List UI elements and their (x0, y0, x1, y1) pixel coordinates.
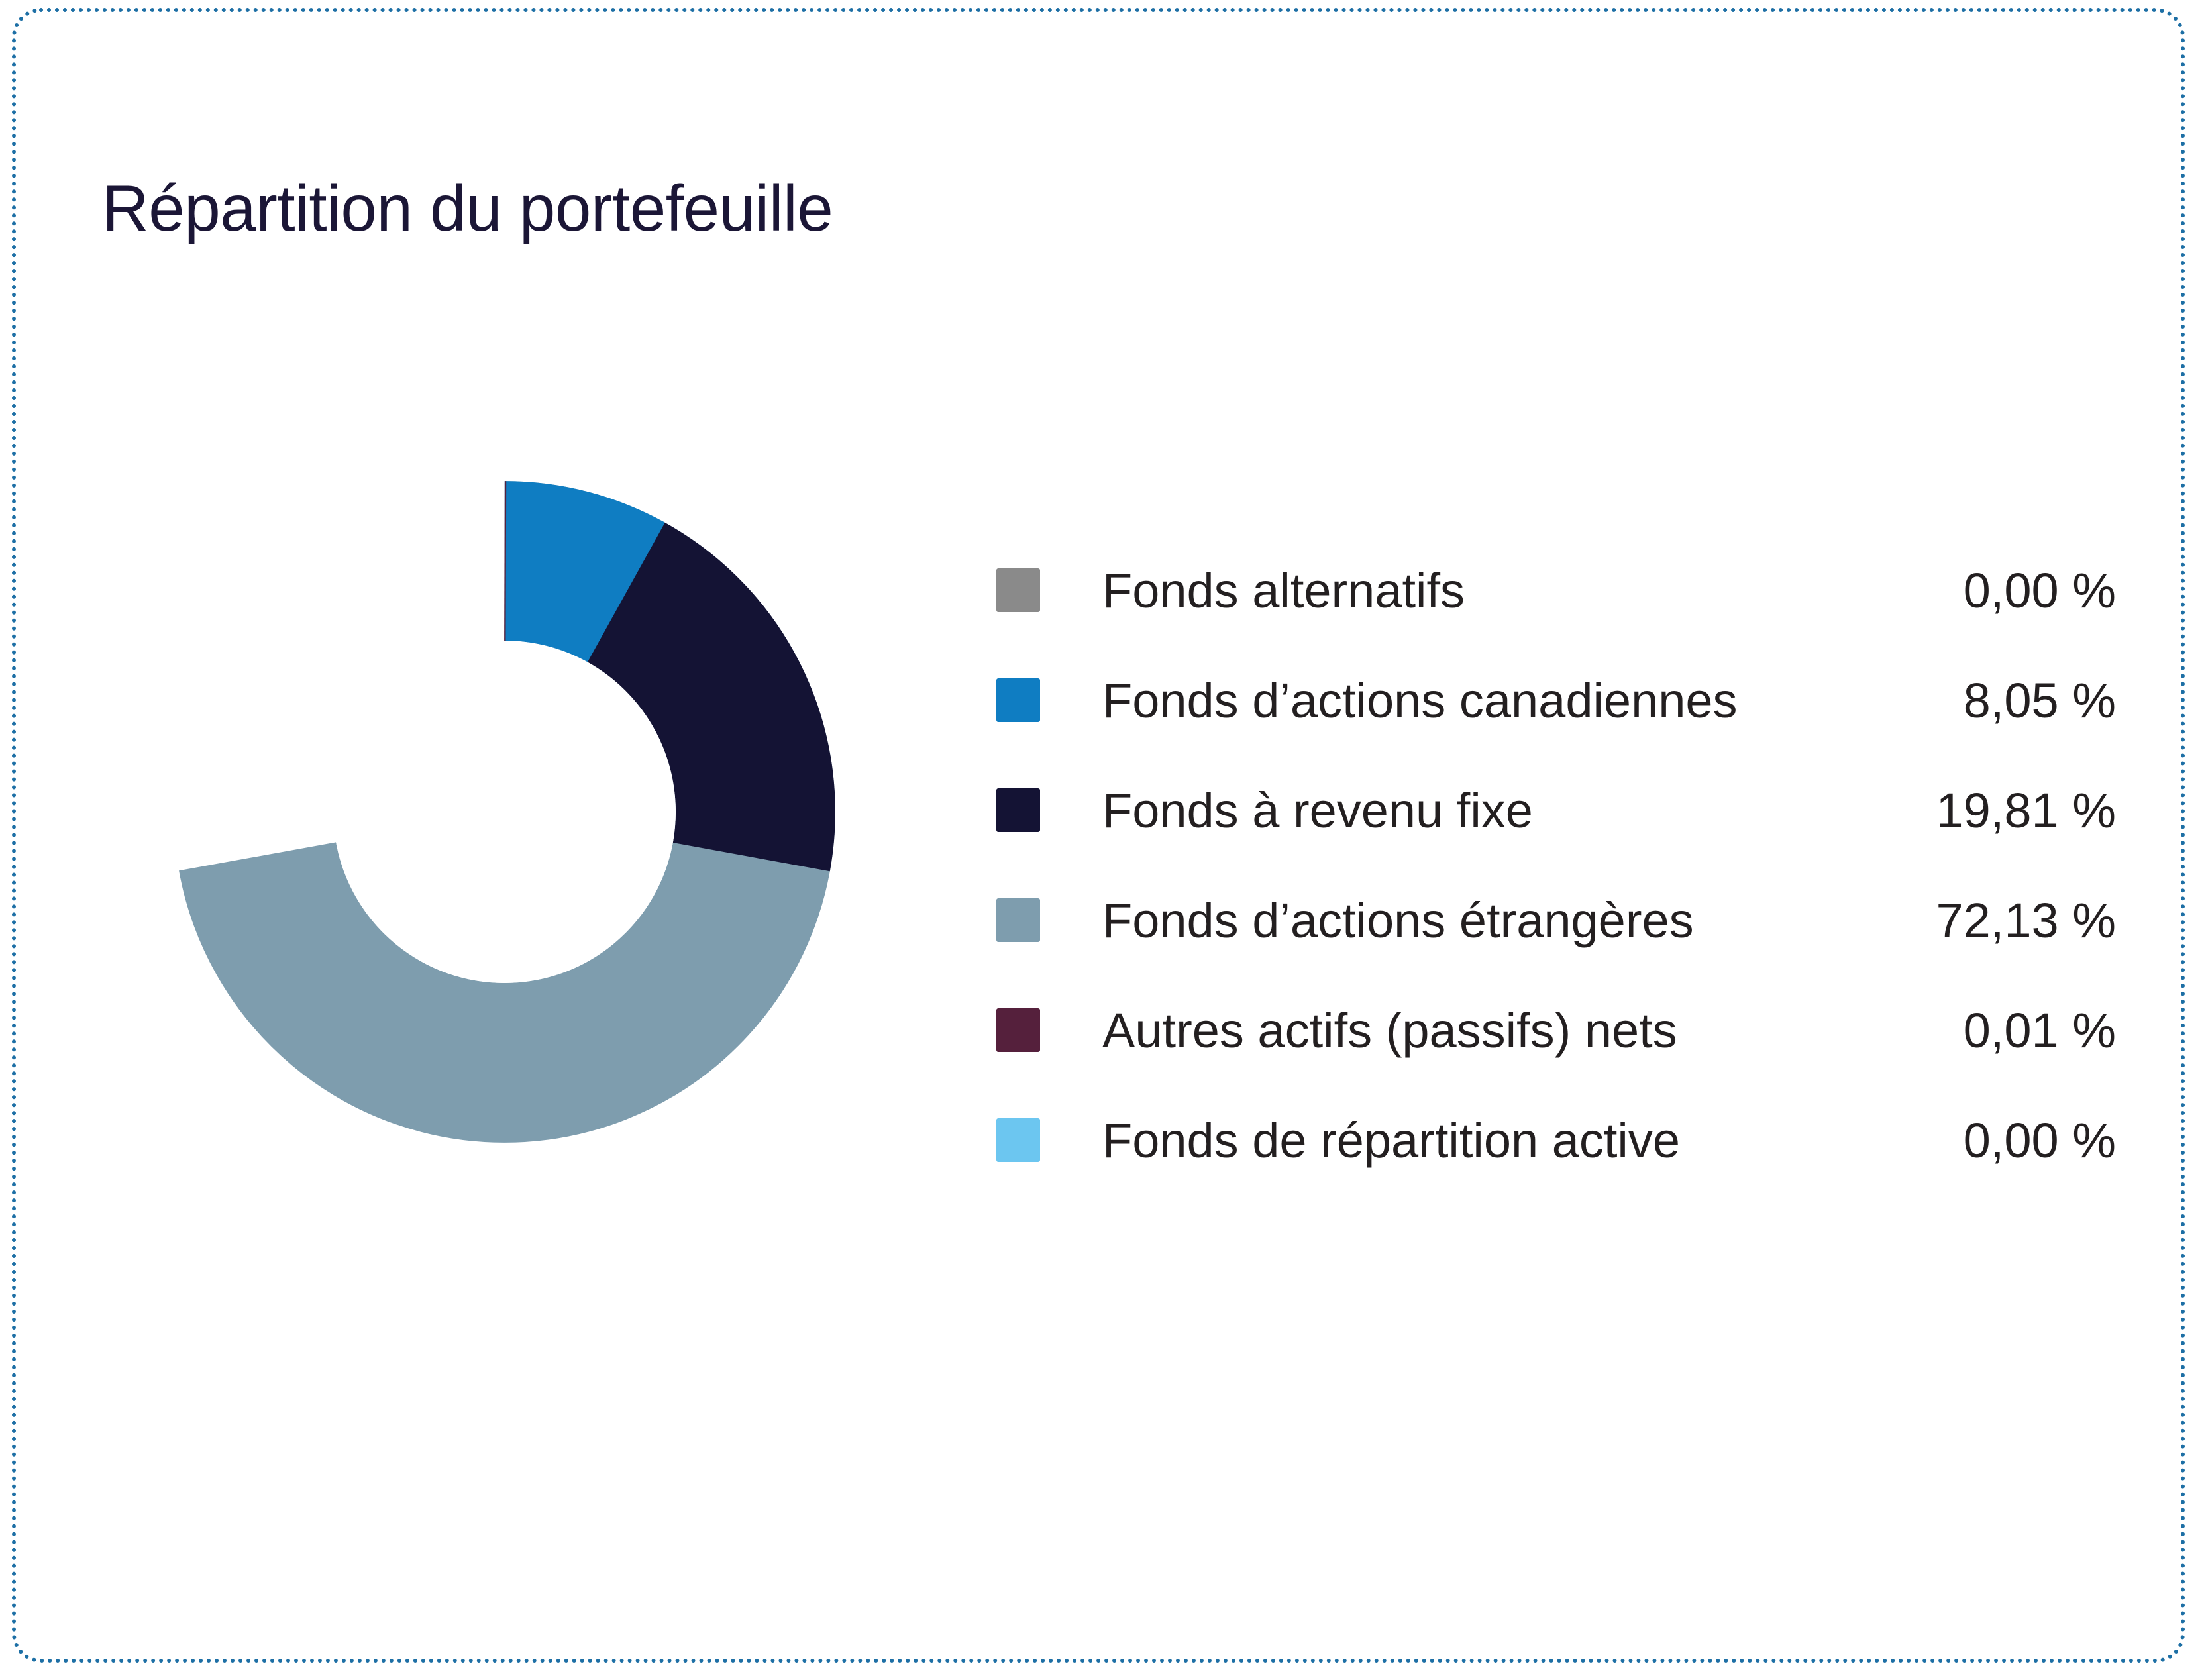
legend-item-autres-actifs-nets (996, 975, 2116, 1085)
legend-swatch-icon (996, 898, 1040, 942)
donut-hole (333, 641, 676, 983)
legend-item-fonds-repartition-active (996, 1085, 2116, 1195)
legend-item-value: 19,81 % (1936, 782, 2116, 838)
legend-item-label: Fonds d’actions étrangères (1102, 892, 1694, 948)
legend-item-label: Autres actifs (passifs) nets (1102, 1002, 1677, 1058)
legend-item-fonds-actions-canadiennes (996, 645, 2116, 755)
page-title: Répartition du portefeuille (102, 172, 833, 244)
portfolio-allocation-card (12, 8, 2185, 1663)
legend-item-value: 0,00 % (1963, 562, 2116, 618)
legend-item-label: Fonds alternatifs (1102, 562, 1465, 618)
legend-item-fonds-revenu-fixe (996, 755, 2116, 865)
legend-swatch-icon (996, 1118, 1040, 1162)
legend-item-label: Fonds de répartition active (1102, 1112, 1681, 1168)
legend-swatch-icon (996, 788, 1040, 832)
legend-swatch-icon (996, 568, 1040, 612)
legend-item-value: 0,01 % (1963, 1002, 2116, 1058)
legend-item-label: Fonds d’actions canadiennes (1102, 672, 1738, 728)
donut-chart (115, 423, 894, 1201)
legend-item-value: 0,00 % (1963, 1112, 2116, 1168)
donut-chart-svg (115, 423, 894, 1201)
legend-item-fonds-alternatifs (996, 535, 2116, 645)
legend-swatch-icon (996, 678, 1040, 722)
legend-item-fonds-actions-etrangeres (996, 865, 2116, 975)
legend-swatch-icon (996, 1008, 1040, 1052)
legend-item-value: 72,13 % (1936, 892, 2116, 948)
legend-item-label: Fonds à revenu fixe (1102, 782, 1533, 838)
legend-item-value: 8,05 % (1963, 672, 2116, 728)
chart-legend (996, 535, 2116, 1195)
